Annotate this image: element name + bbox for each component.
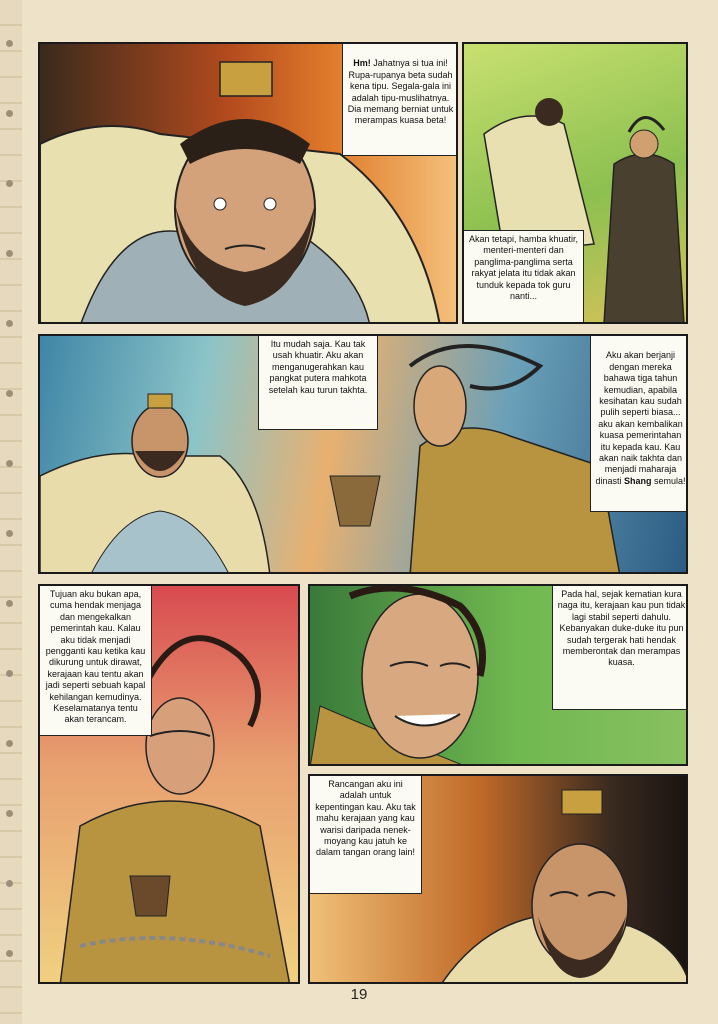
hole [6,250,13,257]
speech-bubble-4: Tujuan aku bukan apa, cuma hendak menjaga dan mengekalkan pemerintah kau. Kalau aku tidak menjadi pengganti kau ketika kau dikurung untuk dirawat, kerajaan kau tentu akan jadi seperti sebuah kapal kehilangan kemudinya. Keselamatanya tentu akan terancam. [40,586,152,736]
hole [6,390,13,397]
hole [6,880,13,887]
speech-bubble-3b [590,336,688,512]
bubble-tail-text: semula! [654,475,686,486]
panel-2 [462,42,688,324]
speech-bubble-2: Akan tetapi, hamba khuatir, menteri-menteri dan panglima-panglima serta rakyat jelata itu tidak akan tunduk kepada tok guru nanti... [464,230,584,324]
panel-6 [308,774,688,984]
bubble-lead: Hm! [353,58,371,69]
bubble-text: Jahatnya si tua ini! Rupa-rupanya beta sudah kena tipu. Segala-gala ini adalah tipu-muslihatnya. Dia memang berniat untuk merampas kuasa beta! [347,58,454,126]
binding-edge [0,0,22,1024]
panel-3 [38,334,688,574]
hole [6,810,13,817]
panel-4 [38,584,300,984]
hole [6,320,13,327]
hole [6,740,13,747]
hole [6,670,13,677]
bubble-bold-word: Shang [623,475,652,486]
hole [6,40,13,47]
speech-bubble-5: Pada hal, sejak kematian kura naga itu, kerajaan kau pun tidak lagi stabil seperti dahulu. Kebanyakan duke-duke itu pun sudah tergerak hati hendak memberontak dan merampas kuasa. [552,586,688,710]
hole [6,600,13,607]
panel-1 [38,42,458,324]
hole [6,530,13,537]
hole [6,110,13,117]
panel-5 [308,584,688,766]
speech-bubble-3a: Itu mudah saja. Kau tak usah khuatir. Aku akan menganugerahkan kau pangkat putera mahkota setelah kau turun takhta. [258,336,378,430]
bubble-text: Aku akan berjanji dengan mereka bahawa tiga tahun kemudian, apabila kesihatan kau sudah pulih seperti biasa... aku akan kembalikan kuasa pemerintahan itu kepada kau. Kau akan naik takhta dan menjadi maharaja dinasti [595,350,683,486]
hole [6,460,13,467]
page-number: 19 [350,986,368,1003]
hole [6,950,13,957]
speech-bubble-6: Rancangan aku ini adalah untuk kepentingan kau. Aku tak mahu kerajaan yang kau warisi daripada nenek-moyang kau jatuh ke dalam tangan orang lain! [310,776,422,894]
speech-bubble-1 [342,44,458,156]
hole [6,180,13,187]
